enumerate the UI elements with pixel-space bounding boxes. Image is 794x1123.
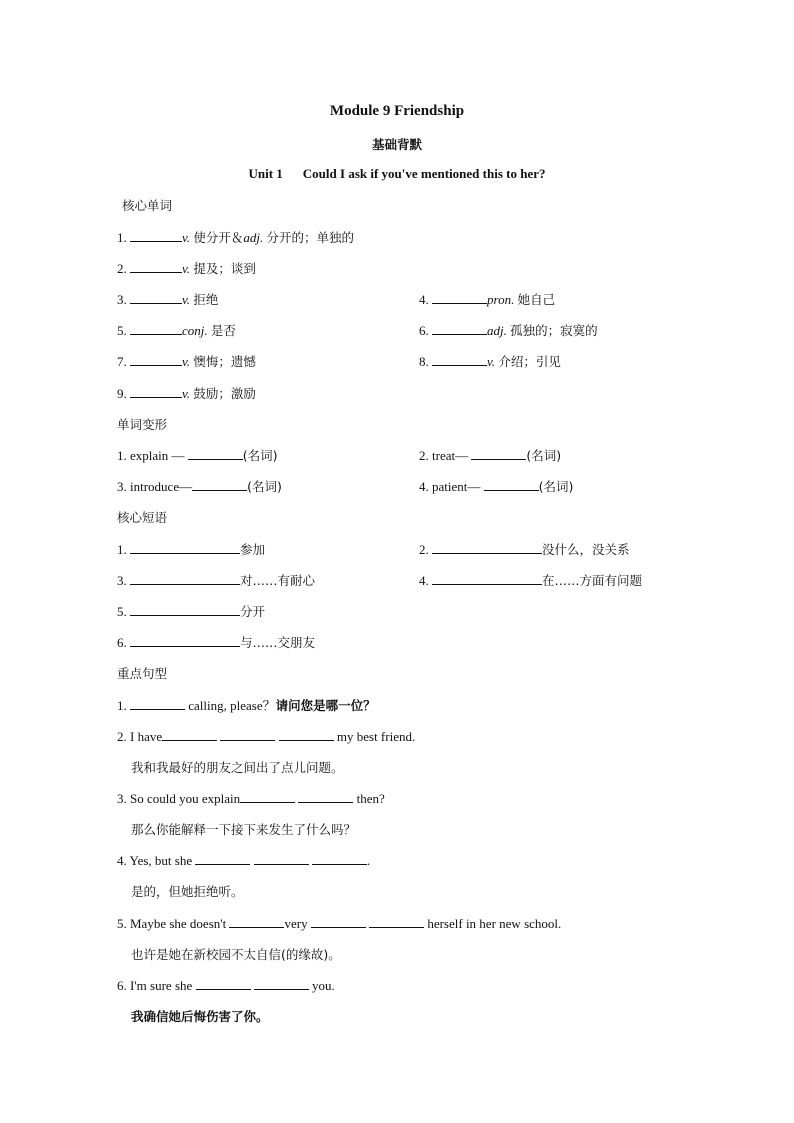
answer-blank[interactable] bbox=[298, 790, 353, 803]
answer-blank[interactable] bbox=[130, 291, 182, 304]
word-item: 8. v. 介绍；引见 bbox=[419, 354, 561, 369]
phrase-item: 5. 分开 bbox=[117, 604, 266, 619]
phrase-item: 1. 参加 bbox=[117, 542, 266, 557]
answer-blank[interactable] bbox=[130, 541, 240, 554]
answer-blank[interactable] bbox=[432, 541, 542, 554]
answer-blank[interactable] bbox=[312, 852, 367, 865]
unit-question: Could I ask if you've mentioned this to her? bbox=[302, 166, 546, 181]
word-item: 1. v. 使分开＆adj. 分开的；单独的 bbox=[117, 230, 354, 245]
unit-heading bbox=[0, 166, 794, 182]
answer-blank[interactable] bbox=[229, 915, 284, 928]
answer-blank[interactable] bbox=[130, 634, 240, 647]
sentence-translation: 我和我最好的朋友之间出了点儿问题。 bbox=[131, 760, 344, 775]
phrase-item: 2. 没什么，没关系 bbox=[419, 542, 630, 557]
answer-blank[interactable] bbox=[254, 977, 309, 990]
answer-blank[interactable] bbox=[254, 852, 309, 865]
answer-blank[interactable] bbox=[192, 478, 247, 491]
answer-blank[interactable] bbox=[432, 353, 487, 366]
phrase-item: 3. 对……有耐心 bbox=[117, 573, 316, 588]
sentence-translation: 我确信她后悔伤害了你。 bbox=[131, 1009, 269, 1024]
word-item: 4. pron. 她自己 bbox=[419, 292, 556, 307]
sentence-translation: 也许是她在新校园不太自信(的缘故)。 bbox=[131, 947, 341, 962]
word-item: 5. conj. 是否 bbox=[117, 323, 236, 338]
sentence-translation: 是的，但她拒绝听。 bbox=[131, 884, 244, 899]
sentence-item: 2. I have my best friend. bbox=[117, 729, 416, 744]
answer-blank[interactable] bbox=[162, 728, 217, 741]
sentence-translation: 请问您是哪一位？ bbox=[275, 698, 376, 713]
sentence-item: 6. I'm sure she you. bbox=[117, 978, 335, 993]
section-core-words-heading: 核心单词 bbox=[122, 198, 173, 213]
answer-blank[interactable] bbox=[188, 447, 243, 460]
sentence-item: 4. Yes, but she . bbox=[117, 853, 371, 868]
sentence-item: 3. So could you explain then? bbox=[117, 791, 385, 806]
sentence-item: 1. calling, please？请问您是哪一位？ bbox=[117, 698, 376, 713]
answer-blank[interactable] bbox=[130, 260, 182, 273]
answer-blank[interactable] bbox=[130, 697, 185, 710]
sentence-translation: 那么你能解释一下接下来发生了什么吗？ bbox=[131, 822, 357, 837]
word-item: 2. v. 提及；谈到 bbox=[117, 261, 256, 276]
section-key-sentences-heading: 重点句型 bbox=[117, 666, 168, 681]
answer-blank[interactable] bbox=[130, 353, 182, 366]
phrase-item: 6. 与……交朋友 bbox=[117, 635, 316, 650]
page-subtitle: 基础背默 bbox=[371, 137, 422, 152]
sentence-item: 5. Maybe she doesn't very herself in her new school. bbox=[117, 916, 562, 931]
page-title: Module 9 Friendship bbox=[329, 103, 465, 119]
answer-blank[interactable] bbox=[432, 322, 487, 335]
word-form-item: 3. introduce— (名词) bbox=[117, 479, 282, 494]
answer-blank[interactable] bbox=[130, 572, 240, 585]
answer-blank[interactable] bbox=[432, 291, 487, 304]
answer-blank[interactable] bbox=[196, 977, 251, 990]
word-form-item: 4. patient— (名词) bbox=[419, 479, 574, 494]
answer-blank[interactable] bbox=[484, 478, 539, 491]
answer-blank[interactable] bbox=[195, 852, 250, 865]
answer-blank[interactable] bbox=[130, 385, 182, 398]
answer-blank[interactable] bbox=[311, 915, 366, 928]
word-form-item: 1. explain — (名词) bbox=[117, 448, 278, 463]
word-item: 6. adj. 孤独的；寂寞的 bbox=[419, 323, 598, 338]
word-item: 9. v. 鼓励；激励 bbox=[117, 386, 256, 401]
answer-blank[interactable] bbox=[432, 572, 542, 585]
phrase-item: 4. 在……方面有问题 bbox=[419, 573, 643, 588]
section-core-phrases-heading: 核心短语 bbox=[117, 510, 168, 525]
word-item: 3. v. 拒绝 bbox=[117, 292, 219, 307]
answer-blank[interactable] bbox=[130, 603, 240, 616]
word-item: 7. v. 懊悔；遗憾 bbox=[117, 354, 256, 369]
word-form-item: 2. treat— (名词) bbox=[419, 448, 562, 463]
unit-label: Unit 1 bbox=[248, 166, 283, 181]
answer-blank[interactable] bbox=[369, 915, 424, 928]
answer-blank[interactable] bbox=[130, 322, 182, 335]
answer-blank[interactable] bbox=[220, 728, 275, 741]
answer-blank[interactable] bbox=[279, 728, 334, 741]
answer-blank[interactable] bbox=[240, 790, 295, 803]
answer-blank[interactable] bbox=[130, 229, 182, 242]
section-word-forms-heading: 单词变形 bbox=[117, 417, 168, 432]
answer-blank[interactable] bbox=[471, 447, 526, 460]
